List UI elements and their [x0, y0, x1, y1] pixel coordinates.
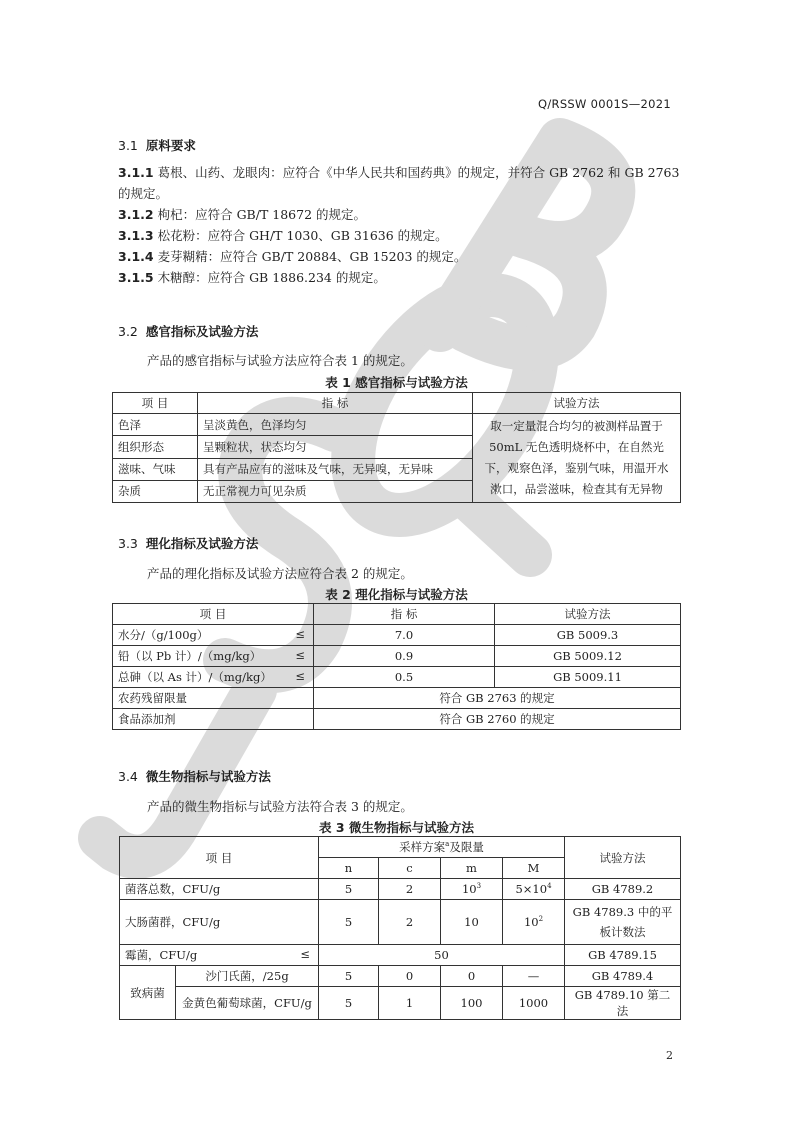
table-cell: 0.5 [314, 667, 495, 688]
table-cell: GB 5009.11 [495, 667, 681, 688]
table-cell: 铅（以 Pb 计）/（mg/kg） ≤ [113, 646, 314, 667]
document-code: Q/RSSW 0001S—2021 [538, 97, 671, 111]
section-intro-3-3: 产品的理化指标及试验方法应符合表 2 的规定。 [147, 566, 413, 581]
table-cell: GB 5009.12 [495, 646, 681, 667]
clause-3-1-1: 3.1.1 葛根、山药、龙眼肉：应符合《中华人民共和国药典》的规定，并符合 GB 2762 和 GB 2763 的规定。 [118, 165, 680, 201]
table-1-sensory [112, 392, 681, 503]
table-header-cell: n [319, 858, 379, 879]
table-cell: 农药残留限量 [113, 688, 314, 709]
table-cell: 符合 GB 2763 的规定 [314, 688, 681, 709]
table-row [120, 945, 681, 966]
table-row [120, 879, 681, 900]
table-cell: 0 [441, 966, 503, 987]
table-header-cell: c [379, 858, 441, 879]
table-cell: 呈淡黄色，色泽均匀 [198, 414, 473, 436]
table-cell: 滋味、气味 [113, 458, 198, 480]
section-intro-3-4: 产品的微生物指标与试验方法符合表 3 的规定。 [147, 799, 413, 814]
section-heading-3-4: 3.4 微生物指标与试验方法 [118, 769, 271, 784]
table-cell: 杂质 [113, 480, 198, 502]
clause-3-1-5: 3.1.5 木糖醇：应符合 GB 1886.234 的规定。 [118, 270, 386, 285]
table-header-row [113, 604, 681, 625]
table-cell: 1 [379, 987, 441, 1020]
table-cell: 7.0 [314, 625, 495, 646]
table-cell: 总砷（以 As 计）/（mg/kg） ≤ [113, 667, 314, 688]
table-cell: $10^2$ [503, 900, 565, 945]
table-header-cell: 项 目 [113, 393, 198, 414]
table-1-title: 表 1 感官指标与试验方法 [325, 375, 468, 390]
table-2-title: 表 2 理化指标与试验方法 [325, 587, 468, 602]
table-row [113, 625, 681, 646]
table-cell: GB 4789.2 [565, 879, 681, 900]
table-cell: 组织形态 [113, 436, 198, 458]
table-cell: 沙门氏菌，/25g [176, 966, 319, 987]
table-row [120, 966, 681, 987]
table-cell: 2 [379, 900, 441, 945]
table-cell: 0.9 [314, 646, 495, 667]
table-cell: 呈颗粒状，状态均匀 [198, 436, 473, 458]
table-header-cell: 试验方法 [495, 604, 681, 625]
table-cell: 霉菌，CFU/g ≤ [120, 945, 319, 966]
table-header-row [120, 837, 681, 858]
table-cell: GB 4789.3 中的平板计数法 [565, 900, 681, 945]
table-cell: 菌落总数，CFU/g [120, 879, 319, 900]
table-cell: 金黄色葡萄球菌，CFU/g [176, 987, 319, 1020]
table-header-row [113, 393, 681, 414]
table-cell: 色泽 [113, 414, 198, 436]
section-heading-3-1: 3.1 原料要求 [118, 138, 196, 153]
table-header-cell: 试验方法 [565, 837, 681, 879]
table-cell: 0 [379, 966, 441, 987]
table-row [113, 688, 681, 709]
table-cell: 2 [379, 879, 441, 900]
section-intro-3-2: 产品的感官指标与试验方法应符合表 1 的规定。 [147, 353, 413, 368]
section-heading-3-2: 3.2 感官指标及试验方法 [118, 324, 259, 339]
table-cell: 5 [319, 900, 379, 945]
table-cell: 1000 [503, 987, 565, 1020]
clause-3-1-3: 3.1.3 松花粉：应符合 GH/T 1030、GB 31636 的规定。 [118, 228, 448, 243]
table-cell: GB 4789.4 [565, 966, 681, 987]
table-header-cell: m [441, 858, 503, 879]
table-header-cell: 试验方法 [473, 393, 681, 414]
table-cell: 具有产品应有的滋味及气味，无异嗅，无异味 [198, 458, 473, 480]
table-cell: GB 5009.3 [495, 625, 681, 646]
clause-3-1-2: 3.1.2 枸杞：应符合 GB/T 18672 的规定。 [118, 207, 366, 222]
table-row [113, 646, 681, 667]
table-cell: GB 4789.15 [565, 945, 681, 966]
table-row [113, 709, 681, 730]
table-cell: 无正常视力可见杂质 [198, 480, 473, 502]
table-cell: 5 [319, 987, 379, 1020]
section-heading-3-3: 3.3 理化指标及试验方法 [118, 536, 259, 551]
table-cell: 50 [319, 945, 565, 966]
table-cell: 符合 GB 2760 的规定 [314, 709, 681, 730]
table-cell: 大肠菌群，CFU/g [120, 900, 319, 945]
table-cell: $10^3$ [441, 879, 503, 900]
table-cell: GB 4789.10 第二法 [565, 987, 681, 1020]
clause-3-1-4: 3.1.4 麦芽糊精：应符合 GB/T 20884、GB 15203 的规定。 [118, 249, 467, 264]
table-header-cell: M [503, 858, 565, 879]
page-number: 2 [666, 1049, 673, 1062]
table-cell: 致病菌 [120, 966, 176, 1020]
sensory-test-method: 取一定量混合均匀的被测样品置于 50mL 无色透明烧杯中，在自然光下，观察色泽，鉴别气味，用温开水漱口，品尝滋味，检查其有无异物 [473, 414, 681, 503]
table-3-title: 表 3 微生物指标与试验方法 [319, 820, 474, 835]
table-cell: 水分/（g/100g） ≤ [113, 625, 314, 646]
table-header-cell: 指 标 [198, 393, 473, 414]
table-row [113, 414, 681, 436]
sampling-plan-header: 采样方案$^a$及限量 [319, 837, 565, 858]
table-row [120, 987, 681, 1020]
table-cell: — [503, 966, 565, 987]
table-row [113, 667, 681, 688]
table-cell: 食品添加剂 [113, 709, 314, 730]
table-cell: 5 [319, 966, 379, 987]
table-cell: 5 [319, 879, 379, 900]
table-header-cell: 项 目 [120, 837, 319, 879]
table-cell: 10 [441, 900, 503, 945]
table-cell: $5\times 10^4$ [503, 879, 565, 900]
table-row [120, 900, 681, 945]
table-header-cell: 项 目 [113, 604, 314, 625]
table-2-physicochemical [112, 603, 681, 730]
table-cell: 100 [441, 987, 503, 1020]
table-header-cell: 指 标 [314, 604, 495, 625]
table-3-microbiological [119, 836, 681, 1020]
